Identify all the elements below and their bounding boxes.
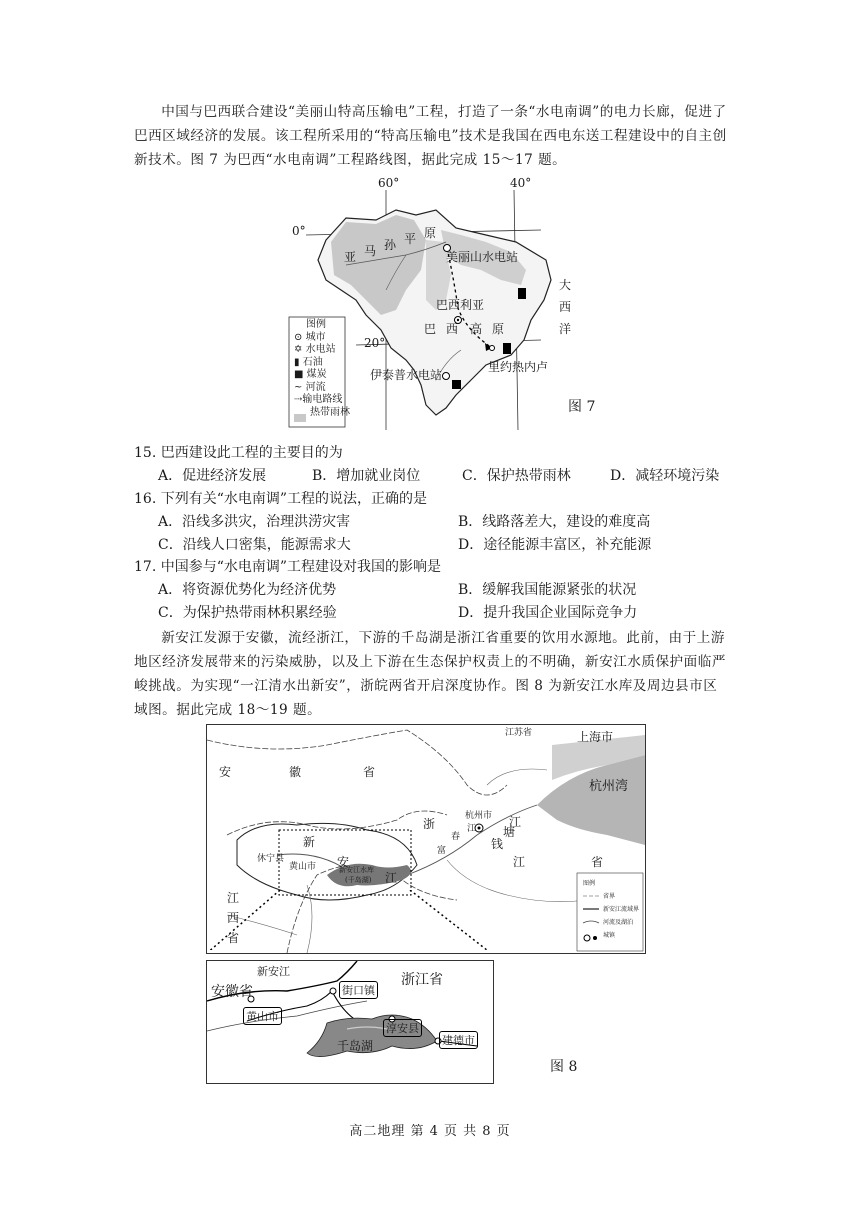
intro-paragraph-2: 新安江发源于安徽，流经浙江，下游的千岛湖是浙江省重要的饮用水源地。此前，由于上游地区经济发展带来的污染威胁，以及上下游在生态保护权责上的不明确，新安江水质保护面临严峻挑战。为实现“一江清水出新安”，浙皖两省开启深度协作。图 8 为新安江水库及周边县市区域图。据此完成 18～19 题。 — [134, 630, 726, 718]
fig7-legend-title: 图例 — [306, 319, 326, 330]
q17-option-d: D．提升我国企业国际竞争力 — [458, 605, 638, 621]
legend-oil: ▮ 石油 — [294, 356, 323, 368]
inset-xin-an-jiang-label: 新安江 — [257, 965, 290, 978]
figure-7-brazil-map — [286, 176, 576, 430]
legend-river: ~ 河流 — [294, 381, 326, 393]
qiantang-char-2: 钱 — [491, 837, 504, 851]
xin-an-char-2: 安 — [337, 855, 350, 869]
plateau-char-1: 巴 — [424, 322, 437, 336]
fig8-legend-title: 图例 — [583, 880, 596, 887]
q17-option-b: B．缓解我国能源紧张的状况 — [458, 582, 637, 598]
q16-option-b: B．线路落差大，建设的难度高 — [458, 514, 651, 530]
q17-option-a: A．将资源优势化为经济优势 — [158, 582, 337, 598]
fuchun-char-1: 富 — [437, 846, 447, 856]
q17-stem: 17. 中国参与“水电南调”工程建设对我国的影响是 — [134, 559, 442, 575]
coal-symbol-icon: ■ — [294, 369, 304, 380]
zhejiang-char-3: 省 — [591, 855, 604, 869]
q15-option-b: B．增加就业岗位 — [312, 468, 421, 484]
legend-towns: 城镇 — [603, 932, 616, 939]
plateau-char-4: 原 — [492, 322, 505, 336]
inset-qiandaohu-label: 千岛湖 — [337, 1039, 374, 1053]
qiandaohu-paren-label: (千岛湖) — [345, 876, 372, 884]
legend-rivers-lakes: 河流及湖泊 — [603, 919, 634, 926]
xiuning-label: 休宁县 — [257, 854, 285, 864]
intro-paragraph-1: 中国与巴西联合建设“美丽山特高压输电”工程，打造了一条“水电南调”的电力长廊，促进了巴西区域经济的发展。该工程所采用的“特高压输电”技术是我国在西电东送工程建设中的自主创新技术。图 7 为巴西“水电南调”工程路线图，据此完成 15～17 题。 — [134, 104, 727, 168]
q16-stem: 16. 下列有关“水电南调”工程的说法，正确的是 — [134, 491, 428, 507]
xin-an-char-3: 江 — [385, 871, 398, 885]
inset-zhejiang-label: 浙江省 — [401, 972, 443, 988]
itaipu-label: 伊泰普水电站 — [370, 368, 443, 382]
route-symbol-icon: ⇢ — [294, 394, 303, 405]
legend-coal: ■ 煤炭 — [294, 369, 327, 380]
zhejiang-char-2: 江 — [513, 855, 526, 869]
q16-option-a: A．沿线多洪灾，治理洪涝灾害 — [158, 514, 351, 530]
legend-hydro: ✡ 水电站 — [294, 344, 336, 355]
inset-jiande-label: 建德市 — [439, 1031, 478, 1049]
jiangxi-char-2: 西 — [227, 911, 240, 925]
jiangsu-label: 江苏省 — [505, 728, 533, 738]
atlantic-char-1: 大 — [559, 278, 572, 292]
brasilia-label: 巴西利亚 — [436, 298, 485, 312]
q15-option-d: D．减轻环境污染 — [610, 468, 720, 484]
legend-province-border: 省界 — [603, 893, 616, 900]
page-footer: 高二地理 第 4 页 共 8 页 — [349, 1124, 511, 1139]
jiangxi-char-1: 江 — [227, 891, 240, 905]
qiantang-char-3: 塘 — [503, 825, 516, 839]
plateau-char-2: 西 — [446, 322, 459, 336]
q17-option-c: C．为保护热带雨林积累经验 — [158, 605, 337, 621]
jiangxi-char-3: 省 — [227, 931, 240, 945]
shanghai-label: 上海市 — [577, 730, 614, 744]
atlantic-char-2: 西 — [559, 300, 572, 314]
fig7-legend — [294, 319, 350, 419]
reservoir-label: 新安江水库 — [339, 866, 374, 874]
hangzhou-bay-label: 杭州湾 — [589, 779, 629, 794]
inset-connector-lines — [0, 890, 860, 950]
legend-basin-border: 新安江流域界 — [603, 906, 640, 913]
q16-option-d: D．途径能源丰富区，补充能源 — [458, 537, 652, 553]
q15-option-c: C．保护热带雨林 — [462, 468, 571, 484]
inset-chun-an-label: 淳安县 — [383, 1019, 422, 1037]
amazon-char-2: 马 — [364, 244, 377, 258]
hangzhou-label: 杭州市 — [465, 811, 493, 821]
lat-20-label: 20° — [364, 336, 386, 350]
inset-jiekou-label: 街口镇 — [339, 981, 378, 999]
amazon-char-5: 原 — [424, 226, 437, 240]
fuchun-char-3: 江 — [467, 824, 477, 834]
xin-an-char-1: 新 — [303, 835, 316, 849]
q16-option-c: C．沿线人口密集，能源需求大 — [158, 537, 351, 553]
river-symbol-icon: ~ — [294, 381, 303, 393]
inset-huangshan-label: 黄山市 — [243, 1007, 282, 1025]
anhui-char-1: 安 — [219, 765, 232, 779]
legend-city: ⊙ 城市 — [294, 331, 326, 343]
zhejiang-char-1: 浙 — [423, 817, 436, 831]
amazon-char-1: 亚 — [344, 250, 357, 264]
figure-8-inset-map — [206, 960, 494, 1084]
legend-rainforest: 热带雨林 — [310, 406, 350, 418]
hydro-symbol-icon: ✡ — [294, 344, 303, 355]
amazon-char-3: 孙 — [384, 238, 397, 252]
anhui-char-3: 省 — [363, 765, 376, 779]
q15-stem: 15. 巴西建设此工程的主要目的为 — [134, 445, 343, 461]
plateau-char-3: 高 — [470, 322, 483, 336]
oil-symbol-icon: ▮ — [294, 356, 300, 368]
lon-60-label: 60° — [378, 176, 400, 190]
anhui-char-2: 徽 — [289, 765, 302, 779]
belo-monte-label: 美丽山水电站 — [446, 250, 519, 264]
city-symbol-icon: ⊙ — [294, 331, 303, 343]
amazon-char-4: 平 — [404, 232, 417, 246]
inset-anhui-label: 安徽省 — [211, 984, 253, 1000]
qiantang-char-1: 江 — [509, 815, 522, 829]
figure-8-caption: 图 8 — [550, 1059, 578, 1075]
lon-40-label: 40° — [510, 176, 532, 190]
huangshan-label: 黄山市 — [289, 862, 317, 872]
lat-0-label: 0° — [292, 224, 306, 238]
legend-route: ⇢输电路线 — [294, 394, 343, 405]
fuchun-char-2: 春 — [451, 832, 461, 842]
atlantic-char-3: 洋 — [559, 322, 572, 336]
rio-label: 里约热内卢 — [488, 360, 549, 374]
figure-7-caption: 图 7 — [568, 399, 596, 415]
q15-option-a: A．促进经济发展 — [158, 468, 267, 484]
